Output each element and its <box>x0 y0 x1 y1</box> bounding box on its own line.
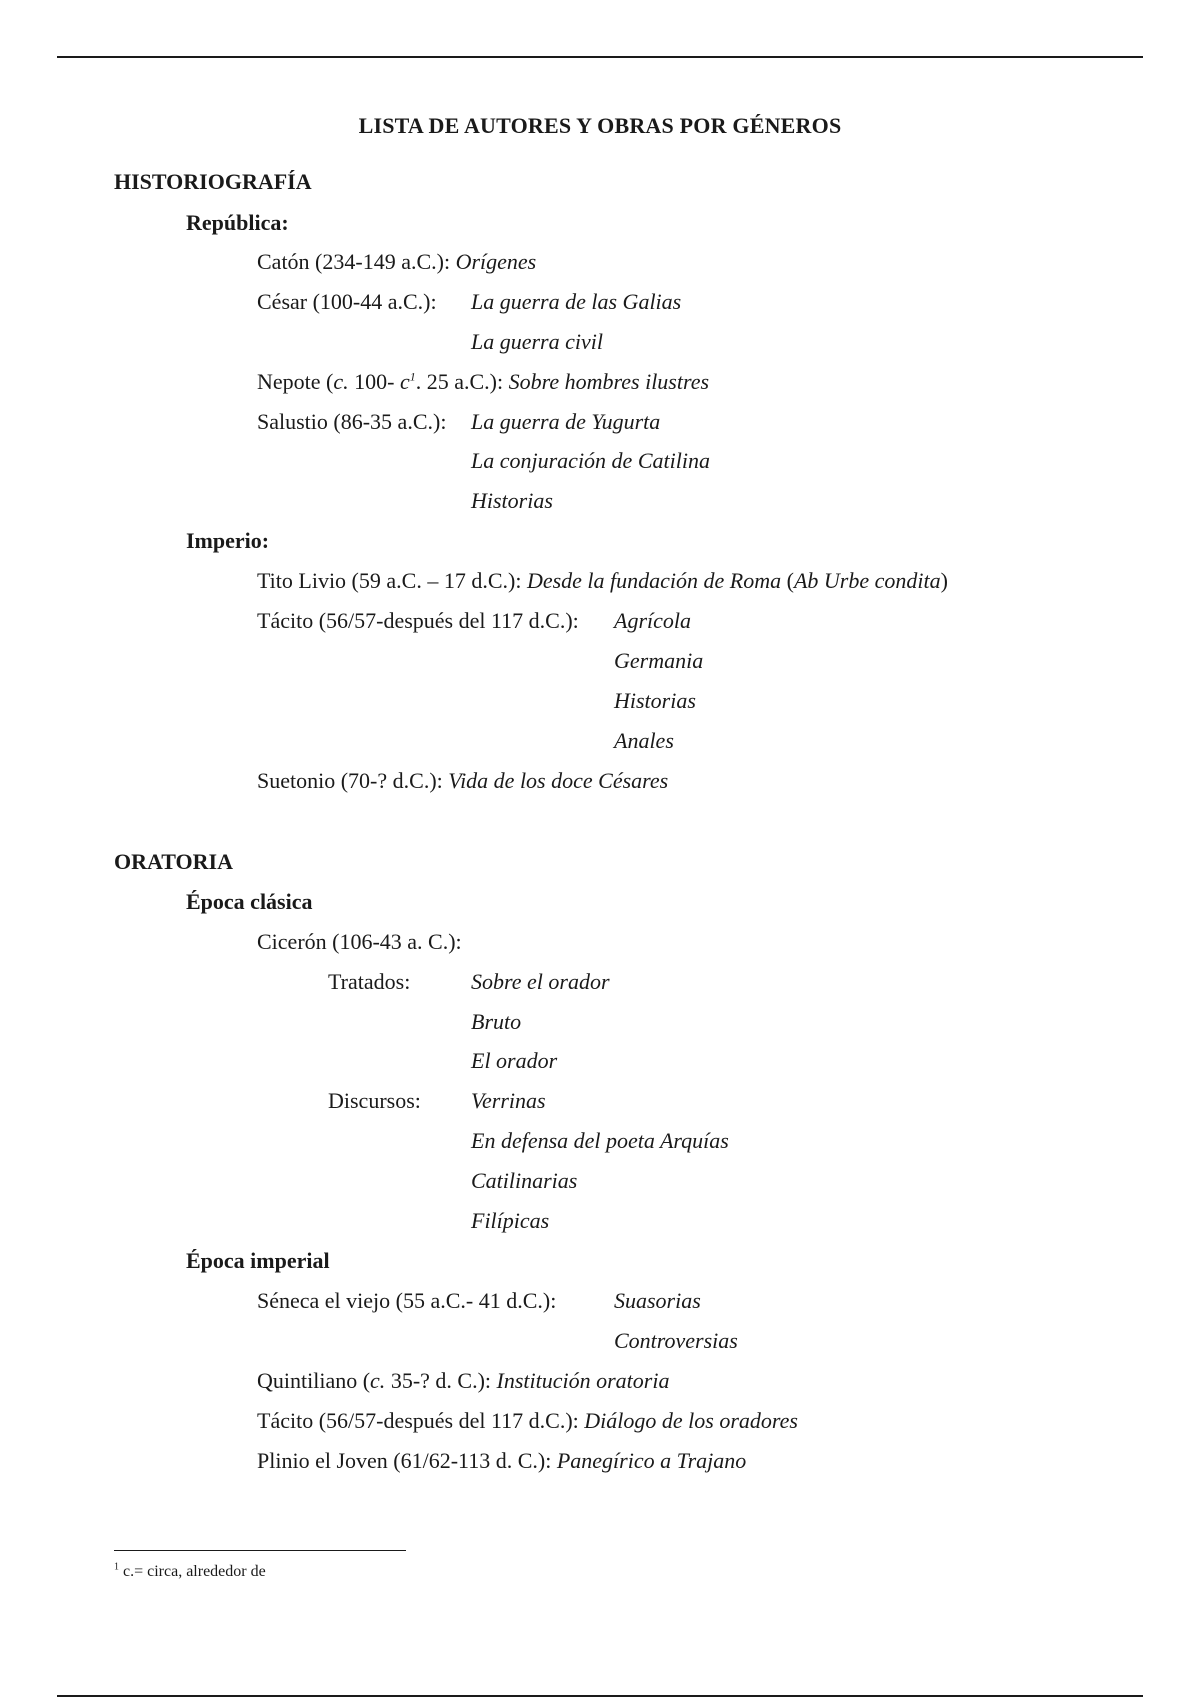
work-panegirico-trajano: Panegírico a Trajano <box>556 1448 747 1473</box>
author-caton: Catón (234-149 a.C.): <box>257 249 456 274</box>
author-seneca: Séneca el viejo (55 a.C.- 41 d.C.): <box>257 1288 557 1313</box>
page-title: LISTA DE AUTORES Y OBRAS POR GÉNEROS <box>358 113 842 138</box>
entry-caton <box>257 248 536 276</box>
footnote-mark: 1 <box>114 1561 119 1573</box>
work-suasorias: Suasorias <box>614 1288 701 1313</box>
author-ciceron: Cicerón (106-43 a. C.): <box>257 929 462 954</box>
author-tacito: Tácito (56/57-después del 117 d.C.): <box>257 1408 585 1433</box>
author-tacito: Tácito (56/57-después del 117 d.C.): <box>257 608 579 633</box>
work-desde-fundacion: Desde la fundación de Roma <box>526 568 782 593</box>
entry-tacito-oratoria <box>257 1407 798 1435</box>
work-historias: Historias <box>471 488 553 513</box>
work-guerra-yugurta: La guerra de Yugurta <box>471 409 661 434</box>
work-hombres-ilustres: Sobre hombres ilustres <box>508 369 710 394</box>
work-catilinarias: Catilinarias <box>471 1168 578 1193</box>
work-filipicas: Filípicas <box>471 1208 550 1233</box>
subsection-heading-epoca-imperial: Época imperial <box>186 1248 330 1273</box>
work-sobre-el-orador: Sobre el orador <box>471 969 610 994</box>
author-suetonio: Suetonio (70-? d.C.): <box>257 768 449 793</box>
author-quintiliano-suffix: 35-? d. C.): <box>385 1368 497 1393</box>
work-verrinas: Verrinas <box>471 1088 546 1113</box>
work-guerra-galias: La guerra de las Galias <box>471 289 682 314</box>
bottom-rule <box>57 1695 1143 1697</box>
circa-abbrev: c. <box>333 369 349 394</box>
author-nepote-suffix: . 25 a.C.): <box>415 369 509 394</box>
work-doce-cesares: Vida de los doce Césares <box>448 768 669 793</box>
work-guerra-civil: La guerra civil <box>471 329 603 354</box>
author-quintiliano-prefix: Quintiliano ( <box>257 1368 371 1393</box>
author-plinio: Plinio el Joven (61/62-113 d. C.): <box>257 1448 557 1473</box>
entry-plinio <box>257 1447 746 1475</box>
entry-nepote <box>257 368 709 396</box>
work-dialogo-oradores: Diálogo de los oradores <box>584 1408 798 1433</box>
section-heading-historiografia: HISTORIOGRAFÍA <box>114 169 312 194</box>
work-anales: Anales <box>614 728 674 753</box>
author-cesar: César (100-44 a.C.): <box>257 289 437 314</box>
paren-open: ( <box>781 568 794 593</box>
section-heading-oratoria: ORATORIA <box>114 849 233 874</box>
work-controversias: Controversias <box>614 1328 738 1353</box>
author-livio: Tito Livio (59 a.C. – 17 d.C.): <box>257 568 527 593</box>
work-bruto: Bruto <box>471 1009 522 1034</box>
top-rule <box>57 56 1143 58</box>
label-tratados: Tratados: <box>328 969 411 994</box>
work-conjuracion-catilina: La conjuración de Catilina <box>471 448 710 473</box>
work-origenes: Orígenes <box>455 249 537 274</box>
footnote-separator <box>114 1550 406 1551</box>
footnote <box>114 1562 266 1582</box>
work-historias: Historias <box>614 688 696 713</box>
entry-quintiliano <box>257 1367 669 1395</box>
entry-livio <box>257 567 948 595</box>
work-el-orador: El orador <box>471 1048 558 1073</box>
entry-suetonio <box>257 767 668 795</box>
work-institucion-oratoria: Institución oratoria <box>496 1368 670 1393</box>
circa-abbrev: c. <box>370 1368 386 1393</box>
work-agricola: Agrícola <box>614 608 691 633</box>
circa-abbrev: c <box>399 369 410 394</box>
subsection-heading-imperio: Imperio: <box>186 528 270 553</box>
work-defensa-arquias: En defensa del poeta Arquías <box>471 1128 729 1153</box>
label-discursos: Discursos: <box>328 1088 421 1113</box>
paren-close: ) <box>940 568 948 593</box>
footnote-reference[interactable]: 1 <box>409 369 416 384</box>
footnote-text: c.= circa, alrededor de <box>119 1563 266 1580</box>
author-nepote-prefix: Nepote ( <box>257 369 334 394</box>
subsection-heading-republica: República: <box>186 210 289 235</box>
author-nepote-mid: 100- <box>348 369 400 394</box>
subsection-heading-epoca-clasica: Época clásica <box>186 889 313 914</box>
work-germania: Germania <box>614 648 704 673</box>
work-ab-urbe-condita: Ab Urbe condita <box>793 568 941 593</box>
author-salustio: Salustio (86-35 a.C.): <box>257 409 447 434</box>
